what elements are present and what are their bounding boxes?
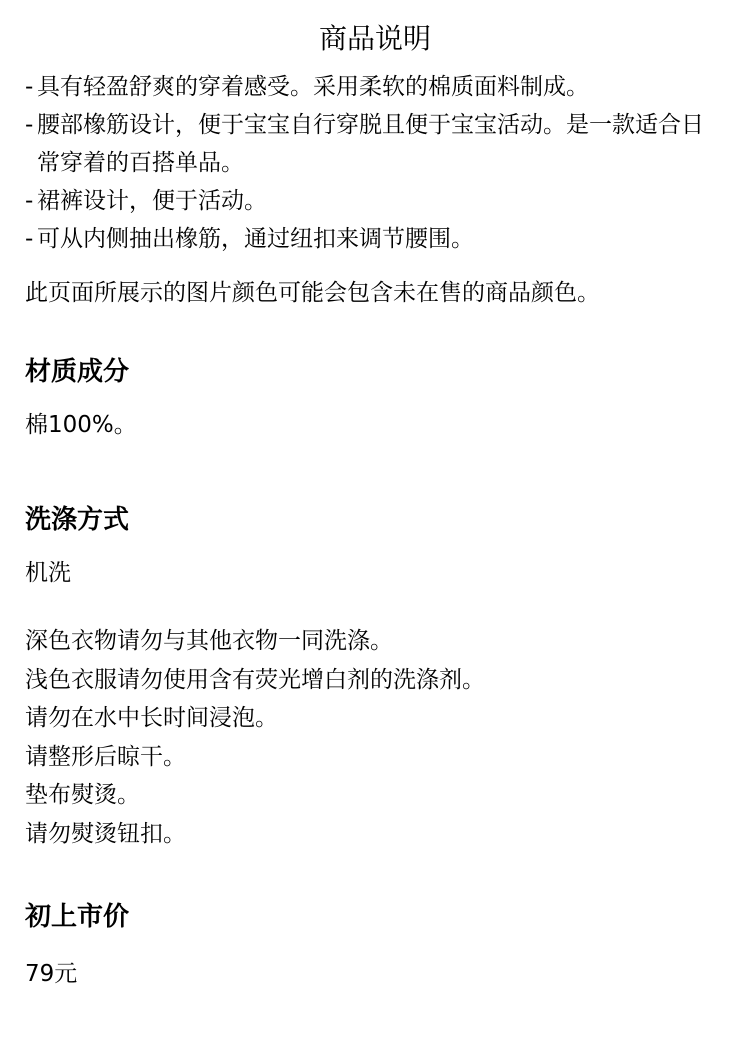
care-instruction: 请勿在水中长时间浸泡。 [25, 705, 278, 731]
feature-list [25, 68, 725, 258]
dash-marker: - [25, 226, 34, 252]
care-instructions [25, 622, 725, 853]
price-heading: 初上市价 [25, 902, 130, 932]
care-instruction: 请勿熨烫钮扣。 [25, 820, 186, 847]
care-instruction: 浅色衣服请勿使用含有荧光增白剂的洗涤剂。 [25, 666, 485, 693]
page-title: 商品说明 [318, 22, 431, 55]
material-value: 棉100%。 [25, 412, 137, 438]
feature-item [25, 220, 725, 258]
washing-method: 机洗 [25, 560, 71, 586]
feature-text: 可从内侧抽出橡筋，通过纽扣来调节腰围。 [37, 226, 474, 252]
dash-marker: - [25, 112, 34, 138]
color-notice: 此页面所展示的图片颜色可能会包含未在售的商品颜色。 [25, 280, 600, 306]
feature-text: 裙裤设计，便于活动。 [37, 188, 267, 214]
material-section [25, 352, 725, 444]
dash-marker: - [25, 188, 34, 214]
dash-marker: - [25, 74, 34, 100]
feature-item [25, 182, 725, 220]
washing-heading: 洗涤方式 [25, 505, 130, 535]
price-section [25, 897, 725, 993]
material-heading: 材质成分 [25, 357, 130, 387]
feature-text: 腰部橡筋设计，便于宝宝自行穿脱且便于宝宝活动。是一款适合日常穿着的百搭单品。 [37, 112, 704, 176]
care-instruction: 请整形后晾干。 [25, 743, 186, 770]
care-instruction: 垫布熨烫。 [25, 782, 140, 808]
washing-section [25, 500, 725, 853]
price-value: 79元 [25, 961, 78, 987]
care-instruction: 深色衣物请勿与其他衣物一同洗涤。 [25, 628, 393, 654]
feature-text: 具有轻盈舒爽的穿着感受。采用柔软的棉质面料制成。 [37, 74, 589, 100]
feature-item [25, 68, 725, 106]
feature-item [25, 106, 725, 182]
